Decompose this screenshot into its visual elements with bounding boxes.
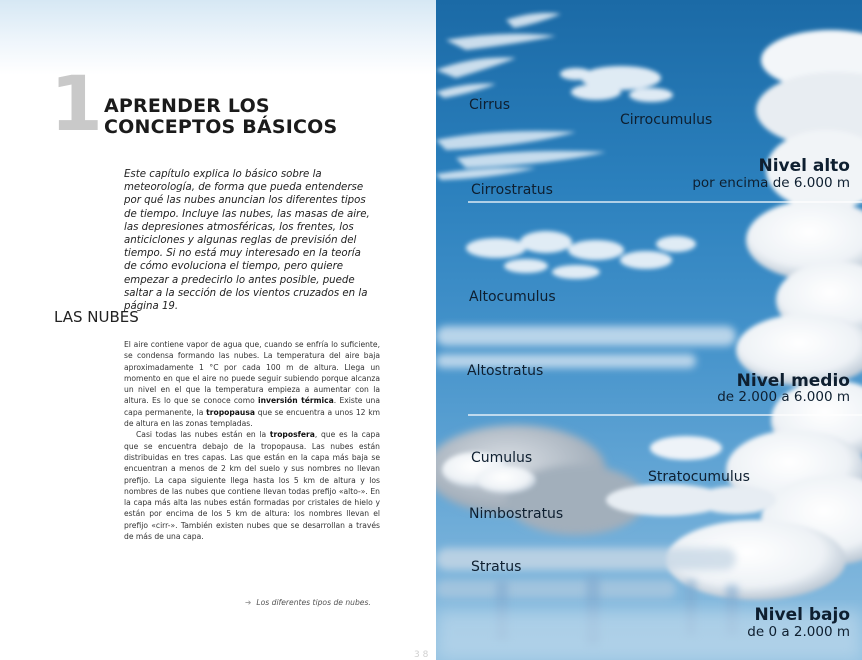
body-text-run: Casi todas las nubes están en la [136,430,270,440]
level-mid-range: de 2.000 a 6.000 m [717,389,850,405]
body-text-run: El aire contiene vapor de agua que, cuando se enfría lo suficiente, se condensa formando las nubes. La temperatura del aire baja aproximadamente 1 °C por cada 100 m de altura. Llega un momento en que el aire no puede seguir subiendo porque alcanza un nivel en el que la temperatura empieza a aumentar con la altura. Es lo que se conoce como [124,340,380,406]
level-high-range: por encima de 6.000 m [692,175,850,191]
label-stratus: Stratus [471,559,522,575]
label-cirrocumulus: Cirrocumulus [620,112,713,128]
label-cirrus: Cirrus [469,97,511,113]
body-paragraph-1 [124,339,380,429]
caption-text: Los diferentes tipos de nubes. [256,598,371,607]
chapter-title [104,96,404,138]
arrow-right-icon: ➔ [245,598,252,607]
term-inversion: inversión térmica [258,396,334,406]
chapter-title-line1: APRENDER LOS [104,95,270,117]
level-low-range: de 0 a 2.000 m [747,624,850,640]
level-low-title: Nivel bajo [754,605,850,625]
altocumulus-cloud [466,231,696,279]
cirrus-cloud [436,13,561,98]
body-text [124,339,380,542]
cirrocumulus-cloud [560,66,673,102]
label-altocumulus: Altocumulus [469,289,556,305]
body-text-run: , que es la capa que se encuentra debajo de la tropopausa. Las nubes están distribuidas en tres capas. Las que están en la capa más baja se encuentran a menos de 2 km del suelo y sus nombres no llevan prefijo. La capa siguiente llega hasta los 5 km de altura y los nombres de las nubes que contiene llevan todas prefijo «alto-». En la capa más alta las nubes están formadas por cristales de hielo y están por encima de los 5 km de altura: los nombres llevan el prefijo «cirr-». También existen nubes que se desarrollan a través de más de una capa. [124,430,380,542]
figure-caption [245,598,371,607]
label-stratocumulus: Stratocumulus [648,469,750,485]
body-text-run: . Existe una capa permanente, la [124,396,381,417]
chapter-title-line2: CONCEPTOS BÁSICOS [104,116,338,138]
cirrostratus-cloud [436,131,606,180]
label-altostratus: Altostratus [467,363,544,379]
section-heading: LAS NUBES [54,308,139,326]
label-cirrostratus: Cirrostratus [471,182,553,198]
page-number: 3 8 [414,650,429,660]
term-troposfera: troposfera [269,430,315,440]
label-nimbostratus: Nimbostratus [469,506,564,522]
intro-paragraph: Este capítulo explica lo básico sobre la meteorología, de forma que pueda entenderse por qué las nubes anuncian los diferentes tipos de tiempo. Incluye las nubes, las masas de aire, las depresiones atmosféricas, los frentes, los anticiclones y algunas reglas de previsión del tiempo. Si no está muy interesado en la teoría de cómo evoluciona el tiempo, pero quiere empezar a predecirlo lo antes posible, puede saltar a la sección de los vientos cruzados en la página 19. [124,169,370,313]
altostratus-cloud [436,326,736,368]
chapter-number: 1 [50,59,103,148]
level-high-title: Nivel alto [758,156,850,176]
body-paragraph-2 [124,429,380,542]
level-mid-title: Nivel medio [736,371,850,391]
body-text-run: que se encuentra a unos 12 km de altura en las zonas templadas. [124,407,380,429]
term-tropopausa: tropopausa [206,407,255,417]
cloud-illustration [436,0,862,660]
label-cumulus: Cumulus [471,450,533,466]
